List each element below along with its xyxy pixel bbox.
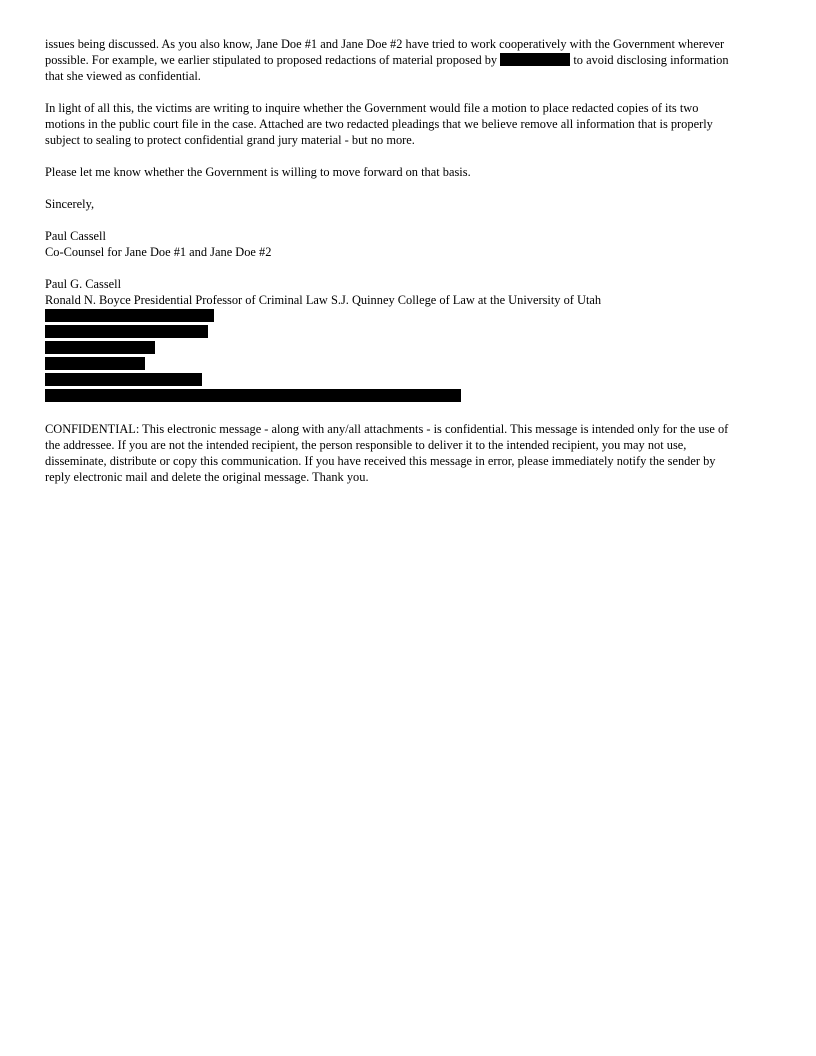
letter-body <box>45 36 775 501</box>
paragraph-line-segment: possible. For example, we earlier stipulated to proposed redactions of material proposed by <box>45 53 498 67</box>
paragraph-line: the addressee. If you are not the intended recipient, the person responsible to deliver it to the intended recipient, you may not use, <box>45 438 687 452</box>
signature-name: Paul G. Cassell <box>45 277 122 291</box>
confidentiality-notice <box>45 421 775 485</box>
paragraph-line: subject to sealing to protect confidential grand jury material - but no more. <box>45 133 415 147</box>
paragraph-line: motions in the public court file in the case. Attached are two redacted pleadings that we believe remove all information that is properly <box>45 117 713 131</box>
paragraph-line: that she viewed as confidential. <box>45 69 201 83</box>
paragraph-line: issues being discussed. As you also know, Jane Doe #1 and Jane Doe #2 have tried to work cooperatively with the Government wherever <box>45 37 725 51</box>
redaction-bar <box>45 325 208 338</box>
redaction-bar <box>45 357 145 370</box>
paragraph-line: Please let me know whether the Government is willing to move forward on that basis. <box>45 165 471 179</box>
paragraph-line <box>45 52 775 68</box>
redaction-bar <box>45 341 155 354</box>
redacted-contact-details <box>45 309 775 402</box>
signature-block-short <box>45 228 775 260</box>
paragraph-closing-request <box>45 164 775 180</box>
paragraph-line: In light of all this, the victims are writing to inquire whether the Government would file a motion to place redacted copies of its two <box>45 101 699 115</box>
paragraph-line: disseminate, distribute or copy this communication. If you have received this message in error, please immediately notify the sender by <box>45 454 716 468</box>
salutation-text: Sincerely, <box>45 197 95 211</box>
closing-salutation <box>45 196 775 212</box>
redaction-bar <box>500 53 570 66</box>
paragraph-line: reply electronic mail and delete the original message. Thank you. <box>45 470 369 484</box>
signature-title: Ronald N. Boyce Presidential Professor of Criminal Law S.J. Quinney College of Law at the University of Utah <box>45 293 602 307</box>
signature-role: Co-Counsel for Jane Doe #1 and Jane Doe #2 <box>45 245 272 259</box>
paragraph-line: CONFIDENTIAL: This electronic message - along with any/all attachments - is confidential. This message is intended only for the use of <box>45 422 729 436</box>
redaction-bar <box>45 373 202 386</box>
paragraph-cooperation <box>45 36 775 84</box>
redaction-bar <box>45 389 461 402</box>
signature-name: Paul Cassell <box>45 229 106 243</box>
signature-block-full <box>45 276 775 308</box>
paragraph-request <box>45 100 775 148</box>
redaction-bar <box>45 309 214 322</box>
paragraph-line-segment: to avoid disclosing information <box>573 53 729 67</box>
